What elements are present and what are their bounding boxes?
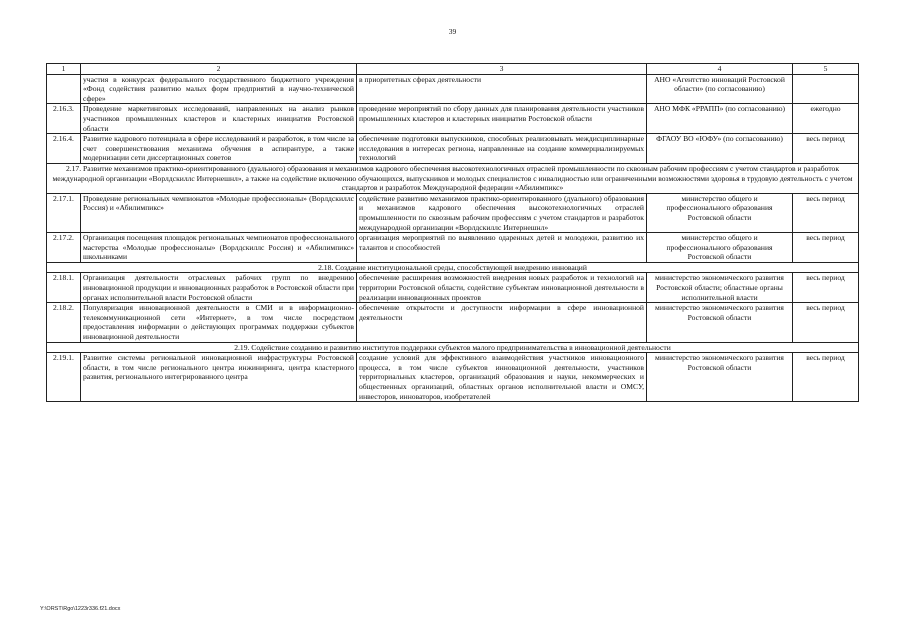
item-number: 2.18.1. bbox=[47, 273, 81, 303]
measure-name: Популяризация инновационной деятельности в СМИ и в информационно-телекоммуникационной сети «Интернет», в том числе посредством предоставления информации о действующих программах поддержки субъектов инновационной деятельности bbox=[81, 303, 357, 342]
responsible-executor: министерство общего и профессионального образования Ростовской области bbox=[647, 193, 793, 232]
section-heading: 2.17. Развитие механизмов практико-ориентированного (дуального) образования и механизмов кадрового обеспечения высокотехнологичных отраслей промышленности по сквозным рабочим профессиям с учетом стандартов и разработок международной организации «Ворлдскиллс Интернешнл», а также на содействие включению обучающихся, выпускников и молодых специалистов с инвалидностью или ограниченными возможностями здоровья в трудовую деятельность с учетом стандартов и разработок Международной федерации «Абилимпикс» bbox=[47, 163, 859, 193]
column-number-row bbox=[47, 64, 859, 75]
expected-result: создание условий для эффективного взаимодействия участников инновационного процесса, в том числе субъектов инновационной деятельности, участников территориальных кластеров, организаций образования и науки, некоммерческих и общественных организаций, областных органов исполнительной власти и ОМСУ, инвесторов, инноваторов, изобретателей bbox=[357, 353, 647, 402]
responsible-executor: ФГАОУ ВО «ЮФУ» (по согласованию) bbox=[647, 134, 793, 164]
table-row bbox=[47, 273, 859, 303]
item-number: 2.17.2. bbox=[47, 233, 81, 263]
section-heading-row bbox=[47, 163, 859, 193]
expected-result: в приоритетных сферах деятельности bbox=[357, 74, 647, 104]
section-heading: 2.18. Создание институциональной среды, способствующей внедрению инноваций bbox=[47, 262, 859, 273]
measures-table bbox=[46, 63, 859, 402]
implementation-period: весь период bbox=[793, 233, 859, 263]
item-number: 2.16.3. bbox=[47, 104, 81, 134]
implementation-period: весь период bbox=[793, 303, 859, 342]
implementation-period: весь период bbox=[793, 193, 859, 232]
implementation-period: весь период bbox=[793, 273, 859, 303]
table-row bbox=[47, 74, 859, 104]
expected-result: организация мероприятий по выявлению одаренных детей и молодежи, развитию их талантов и способностей bbox=[357, 233, 647, 263]
responsible-executor: министерство экономического развития Ростовской области; областные органы исполнительной власти bbox=[647, 273, 793, 303]
measure-name: Организация посещения площадок региональных чемпионатов профессионального мастерства «Молодые профессионалы» (Ворлдскиллс Россия) и «Абилимпикс» школьниками bbox=[81, 233, 357, 263]
implementation-period bbox=[793, 74, 859, 104]
responsible-executor: министерство экономического развития Ростовской области bbox=[647, 353, 793, 402]
expected-result: обеспечение подготовки выпускников, способных реализовывать междисциплинарные исследования в интересах региона, направленные на создание коммерциализируемых технологий bbox=[357, 134, 647, 164]
table-row bbox=[47, 303, 859, 342]
implementation-period: весь период bbox=[793, 353, 859, 402]
column-number: 5 bbox=[793, 64, 859, 75]
responsible-executor: министерство экономического развития Ростовской области bbox=[647, 303, 793, 342]
measure-name: Развитие системы региональной инновационной инфраструктуры Ростовской области, в том числе регионального центра инжиниринга, центра кластерного развития, регионального интегрированного центра bbox=[81, 353, 357, 402]
item-number: 2.19.1. bbox=[47, 353, 81, 402]
section-heading: 2.19. Содействие созданию и развитию институтов поддержки субъектов малого предпринимательства в инновационной деятельности bbox=[47, 342, 859, 353]
section-heading-row bbox=[47, 342, 859, 353]
table-row bbox=[47, 353, 859, 402]
measure-name: Проведение региональных чемпионатов «Молодые профессионалы» (Ворлдскиллс Россия) и «Абилимпикс» bbox=[81, 193, 357, 232]
item-number bbox=[47, 74, 81, 104]
measure-name: участия в конкурсах федерального государственного бюджетного учреждения «Фонд содействия развитию малых форм предприятий в научно-технической сфере» bbox=[81, 74, 357, 104]
column-number: 3 bbox=[357, 64, 647, 75]
implementation-period: ежегодно bbox=[793, 104, 859, 134]
table-row bbox=[47, 134, 859, 164]
item-number: 2.16.4. bbox=[47, 134, 81, 164]
item-number: 2.18.2. bbox=[47, 303, 81, 342]
responsible-executor: АНО МФК «РРАПП» (по согласованию) bbox=[647, 104, 793, 134]
implementation-period: весь период bbox=[793, 134, 859, 164]
measure-name: Проведение маркетинговых исследований, направленных на анализ рынков участников промышленных кластеров и кластерных инициатив Ростовской области bbox=[81, 104, 357, 134]
page-number: 39 bbox=[448, 27, 457, 36]
column-number: 1 bbox=[47, 64, 81, 75]
footer-file-path: Y:\ORST\Rgo\1223r336.f21.docx bbox=[40, 606, 121, 612]
expected-result: обеспечение открытости и доступности информации в сфере инновационной деятельности bbox=[357, 303, 647, 342]
table-row bbox=[47, 104, 859, 134]
item-number: 2.17.1. bbox=[47, 193, 81, 232]
responsible-executor: АНО «Агентство инноваций Ростовской области» (по согласованию) bbox=[647, 74, 793, 104]
section-heading-row bbox=[47, 262, 859, 273]
table-row bbox=[47, 233, 859, 263]
column-number: 2 bbox=[81, 64, 357, 75]
measure-name: Развитие кадрового потенциала в сфере исследований и разработок, в том числе за счет совершенствования механизма обучения в аспирантуре, а также модернизации сети диссертационных советов bbox=[81, 134, 357, 164]
responsible-executor: министерство общего и профессионального образования Ростовской области bbox=[647, 233, 793, 263]
column-number: 4 bbox=[647, 64, 793, 75]
table-row bbox=[47, 193, 859, 232]
expected-result: проведение мероприятий по сбору данных для планирования деятельности участников промышленных кластеров и кластерных инициатив Ростовской области bbox=[357, 104, 647, 134]
measure-name: Организация деятельности отраслевых рабочих групп по внедрению инновационной продукции и инновационных разработок в Ростовской области при органах исполнительной власти Ростовской области bbox=[81, 273, 357, 303]
expected-result: содействие развитию механизмов практико-ориентированного (дуального) образования и механизмов кадрового обеспечения высокотехнологичных отраслей промышленности по сквозным рабочим профессиям с учетом стандартов и разработок международной организации «Ворлдскиллс Интернешнл» bbox=[357, 193, 647, 232]
expected-result: обеспечение расширения возможностей внедрения новых разработок и технологий на территории Ростовской области, содействие субъектам инновационной деятельности в реализации инновационных проектов bbox=[357, 273, 647, 303]
